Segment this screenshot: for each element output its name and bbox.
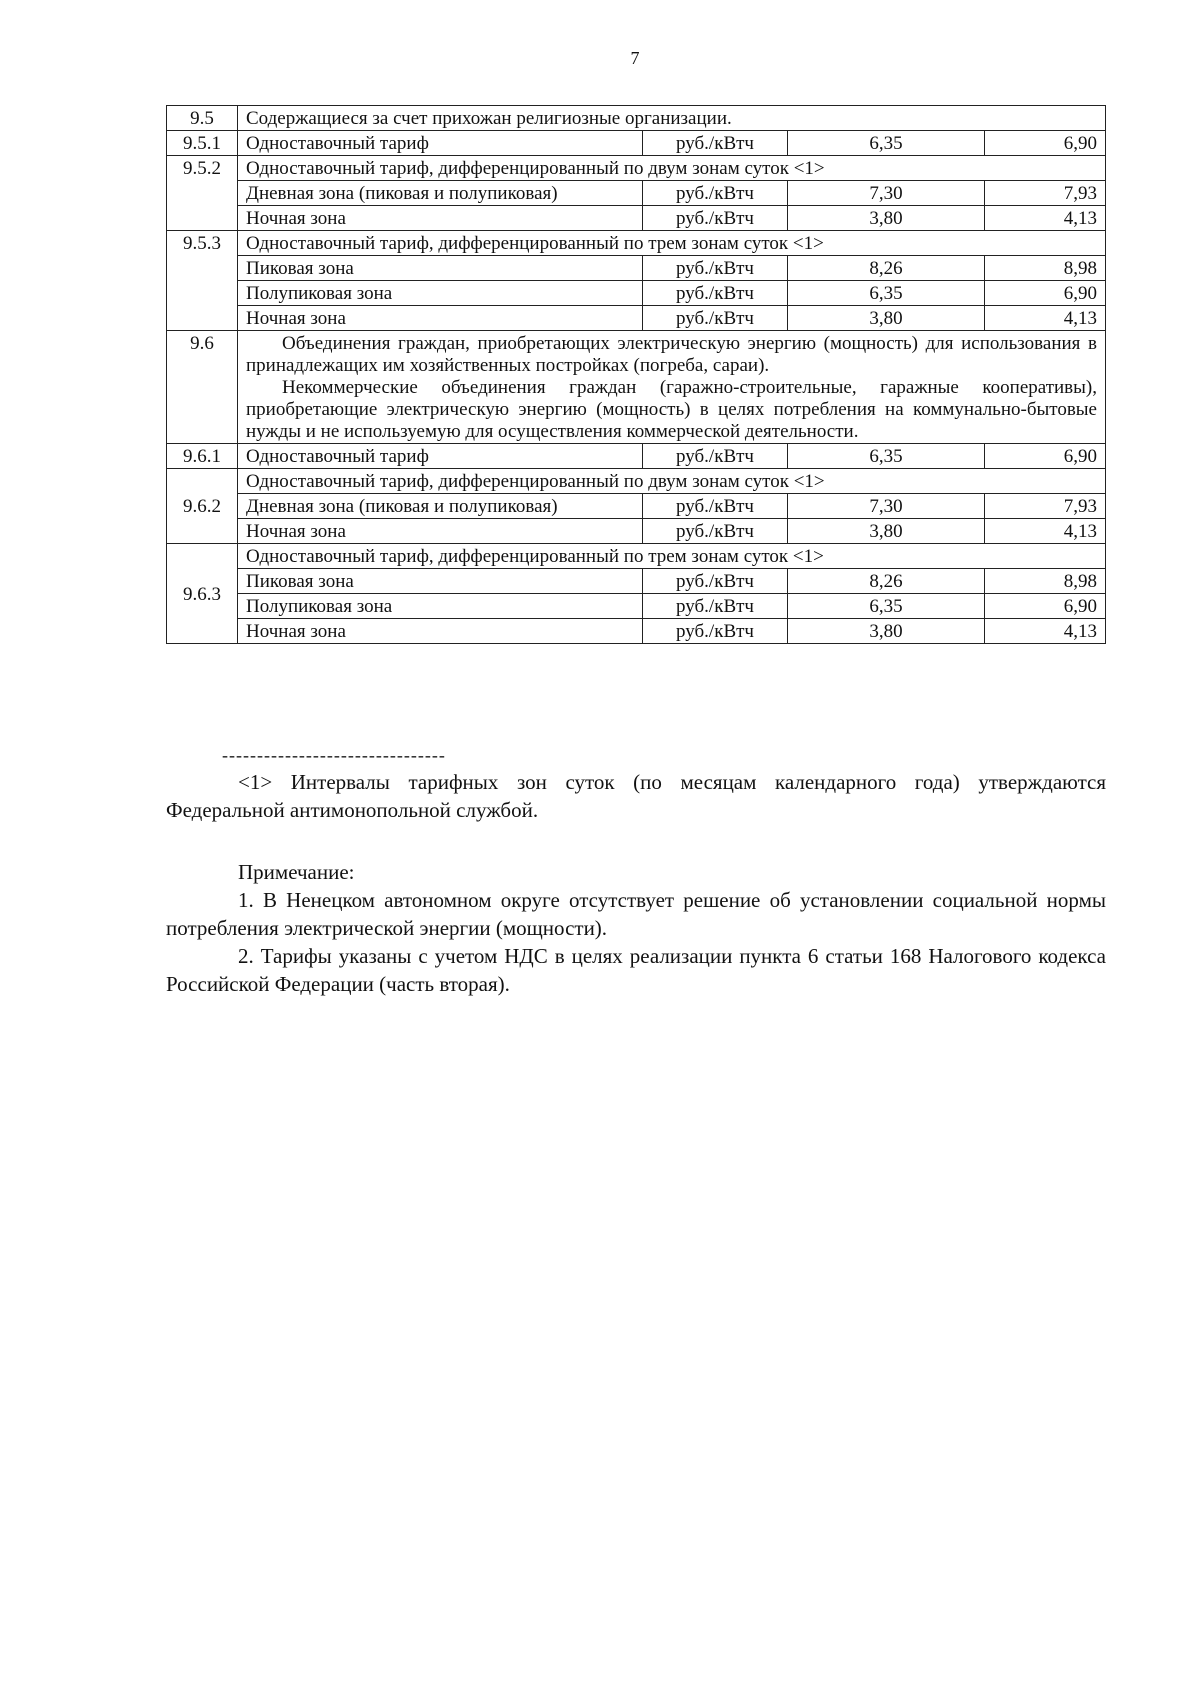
footnote-separator: -------------------------------- bbox=[222, 745, 446, 765]
section-paragraph-2: Некоммерческие объединения граждан (гаражно-строительные, гаражные кооперативы), приобретающие электрическую энергию (мощность) в целях потребления на коммунально-бытовые нужды и не используемую для осуществления коммерческой деятельности. bbox=[246, 377, 1097, 442]
tariff-unit: руб./кВтч bbox=[643, 619, 788, 644]
tariff-value-1: 6,35 bbox=[788, 131, 985, 156]
table-row bbox=[167, 331, 1106, 444]
tariff-unit: руб./кВтч bbox=[643, 181, 788, 206]
tariff-name: Пиковая зона bbox=[238, 256, 643, 281]
table-row bbox=[167, 544, 1106, 569]
row-number: 9.5.2 bbox=[167, 156, 238, 231]
row-number: 9.6 bbox=[167, 331, 238, 444]
tariff-name: Пиковая зона bbox=[238, 569, 643, 594]
table-row bbox=[167, 594, 1106, 619]
row-number: 9.6.1 bbox=[167, 444, 238, 469]
tariff-name: Одноставочный тариф bbox=[238, 444, 643, 469]
tariff-unit: руб./кВтч bbox=[643, 594, 788, 619]
tariff-value-2: 6,90 bbox=[985, 131, 1106, 156]
tariff-value-1: 3,80 bbox=[788, 619, 985, 644]
tariff-unit: руб./кВтч bbox=[643, 281, 788, 306]
note-item-2: 2. Тарифы указаны с учетом НДС в целях реализации пункта 6 статьи 168 Налогового кодекса Российской Федерации (часть вторая). bbox=[166, 944, 1106, 996]
tariff-unit: руб./кВтч bbox=[643, 206, 788, 231]
tariff-name: Дневная зона (пиковая и полупиковая) bbox=[238, 181, 643, 206]
section-paragraph-1: Объединения граждан, приобретающих электрическую энергию (мощность) для использования в принадлежащих им хозяйственных постройках (погреба, сараи). bbox=[246, 333, 1097, 376]
tariff-value-2: 8,98 bbox=[985, 569, 1106, 594]
row-number: 9.5.3 bbox=[167, 231, 238, 331]
tariff-unit: руб./кВтч bbox=[643, 569, 788, 594]
tariff-unit: руб./кВтч bbox=[643, 256, 788, 281]
tariff-value-2: 7,93 bbox=[985, 181, 1106, 206]
tariff-group-header: Одноставочный тариф, дифференцированный по трем зонам суток <1> bbox=[238, 544, 1106, 569]
tariff-unit: руб./кВтч bbox=[643, 494, 788, 519]
tariff-value-1: 3,80 bbox=[788, 206, 985, 231]
tariff-value-1: 3,80 bbox=[788, 306, 985, 331]
tariff-unit: руб./кВтч bbox=[643, 131, 788, 156]
tariff-unit: руб./кВтч bbox=[643, 444, 788, 469]
notes-title: Примечание: bbox=[238, 860, 355, 884]
tariff-value-1: 7,30 bbox=[788, 494, 985, 519]
table-row bbox=[167, 181, 1106, 206]
tariff-value-2: 6,90 bbox=[985, 594, 1106, 619]
tariff-name: Одноставочный тариф bbox=[238, 131, 643, 156]
table-row bbox=[167, 444, 1106, 469]
tariff-value-2: 6,90 bbox=[985, 281, 1106, 306]
tariff-name: Дневная зона (пиковая и полупиковая) bbox=[238, 494, 643, 519]
tariff-value-1: 7,30 bbox=[788, 181, 985, 206]
tariff-name: Ночная зона bbox=[238, 519, 643, 544]
tariff-group-header: Одноставочный тариф, дифференцированный по трем зонам суток <1> bbox=[238, 231, 1106, 256]
tariff-name: Ночная зона bbox=[238, 619, 643, 644]
tariff-name: Полупиковая зона bbox=[238, 281, 643, 306]
row-number: 9.6.3 bbox=[167, 544, 238, 644]
tariff-unit: руб./кВтч bbox=[643, 306, 788, 331]
section-description bbox=[238, 331, 1106, 444]
footnote-text: <1> Интервалы тарифных зон суток (по месяцам календарного года) утверждаются Федеральной антимонопольной службой. bbox=[166, 770, 1106, 822]
table-row bbox=[167, 569, 1106, 594]
tariff-group-header: Одноставочный тариф, дифференцированный по двум зонам суток <1> bbox=[238, 156, 1106, 181]
tariff-name: Ночная зона bbox=[238, 206, 643, 231]
tariff-value-1: 6,35 bbox=[788, 594, 985, 619]
tariff-table bbox=[166, 105, 1106, 644]
tariff-name: Полупиковая зона bbox=[238, 594, 643, 619]
table-row bbox=[167, 106, 1106, 131]
tariff-name: Ночная зона bbox=[238, 306, 643, 331]
row-number: 9.6.2 bbox=[167, 469, 238, 544]
table-row bbox=[167, 256, 1106, 281]
table-row bbox=[167, 494, 1106, 519]
table-row bbox=[167, 469, 1106, 494]
table-row bbox=[167, 619, 1106, 644]
tariff-value-1: 8,26 bbox=[788, 256, 985, 281]
table-row bbox=[167, 519, 1106, 544]
tariff-value-2: 4,13 bbox=[985, 306, 1106, 331]
tariff-value-2: 7,93 bbox=[985, 494, 1106, 519]
tariff-value-1: 6,35 bbox=[788, 444, 985, 469]
tariff-value-2: 8,98 bbox=[985, 256, 1106, 281]
tariff-group-header: Одноставочный тариф, дифференцированный по двум зонам суток <1> bbox=[238, 469, 1106, 494]
tariff-value-2: 4,13 bbox=[985, 206, 1106, 231]
row-number: 9.5 bbox=[167, 106, 238, 131]
row-number: 9.5.1 bbox=[167, 131, 238, 156]
tariff-value-2: 6,90 bbox=[985, 444, 1106, 469]
table-row bbox=[167, 206, 1106, 231]
footnote bbox=[166, 768, 1106, 824]
tariff-value-1: 6,35 bbox=[788, 281, 985, 306]
table-row bbox=[167, 131, 1106, 156]
tariff-value-2: 4,13 bbox=[985, 619, 1106, 644]
notes bbox=[166, 858, 1106, 998]
tariff-value-1: 3,80 bbox=[788, 519, 985, 544]
tariff-value-2: 4,13 bbox=[985, 519, 1106, 544]
table-row bbox=[167, 231, 1106, 256]
page-number: 7 bbox=[630, 48, 640, 68]
note-item-1: 1. В Ненецком автономном округе отсутствует решение об установлении социальной нормы потребления электрической энергии (мощности). bbox=[166, 888, 1106, 940]
table-row bbox=[167, 306, 1106, 331]
tariff-value-1: 8,26 bbox=[788, 569, 985, 594]
table-row bbox=[167, 156, 1106, 181]
section-title: Содержащиеся за счет прихожан религиозные организации. bbox=[238, 106, 1106, 131]
table-row bbox=[167, 281, 1106, 306]
tariff-unit: руб./кВтч bbox=[643, 519, 788, 544]
